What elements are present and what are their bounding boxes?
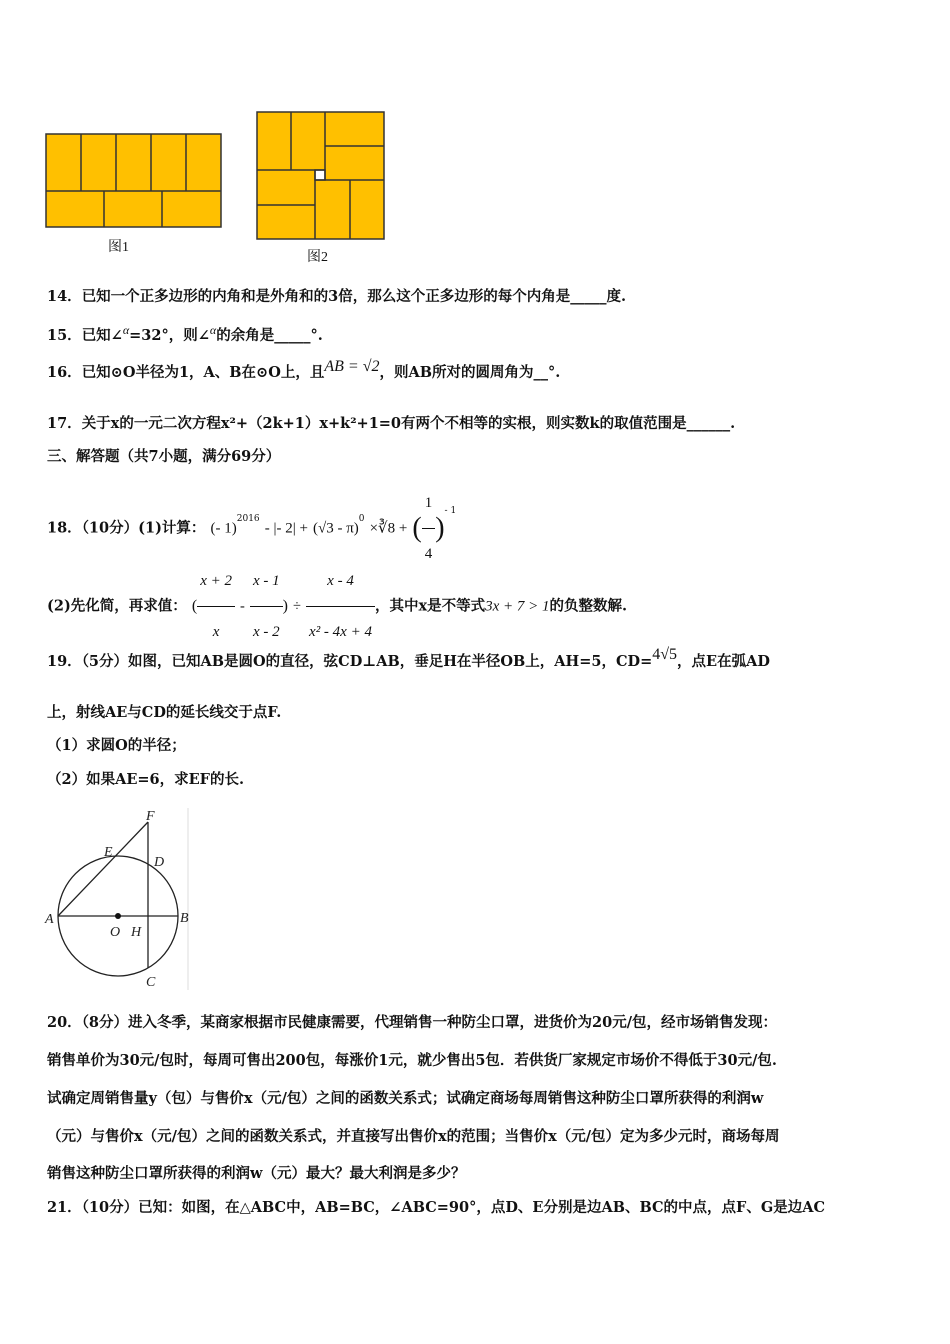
- question-20-line4: （元）与售价x（元/包）之间的函数关系式，并直接写出售价x的范围；当售价x（元/包）定为多少元时，商场每周: [47, 1128, 780, 1145]
- question-19-line2: 上，射线AE与CD的延长线交于点F.: [47, 704, 282, 721]
- fraction-quarter: $\frac{1}{4}$: [422, 478, 436, 579]
- fraction-1: $\frac{x + 2}{x}$: [197, 556, 235, 657]
- label-B: B: [180, 911, 189, 926]
- figure-2-caption: 图2: [307, 250, 328, 265]
- section-heading: 三、解答题（共7小题，满分69分）: [47, 448, 281, 465]
- label-O: O: [110, 925, 121, 940]
- question-21: 21．（10分）已知：如图，在△ABC中，AB=BC，∠ABC=90°，点D、E分别是边AB、BC的中点，点F、G是边AC: [47, 1199, 826, 1216]
- figure-1: [45, 133, 223, 229]
- label-D: D: [154, 855, 165, 870]
- label-H: H: [131, 925, 142, 940]
- question-19-line1: 19．（5分）如图，已知AB是圆O的直径，弦CD⊥AB，垂足H在半径OB上，AH=5，CD=4√5，点E在弧AD: [47, 646, 770, 670]
- question-19-sub2: （2）如果AE=6，求EF的长.: [47, 771, 245, 788]
- question-16: 16．已知⊙O半径为1，A、B在⊙O上，且AB = √2，则AB所对的圆周角为__°.: [47, 358, 561, 381]
- question-19-sub1: （1）求圆O的半径；: [47, 737, 186, 754]
- question-18-part1: 18．（10分）(1)计算： (- 1)$^{2016}$ - |- 2| + (√3 - π)$^0$ ×∛8 + ( $\frac{1}{4}$ )$^{- 1}$: [47, 478, 456, 528]
- label-A: A: [45, 912, 54, 927]
- label-C: C: [146, 975, 156, 990]
- question-20-line3: 试确定周销售量y（包）与售价x（元/包）之间的函数关系式；试确定商场每周销售这种防尘口罩所获得的利润w: [47, 1090, 764, 1107]
- question-18-part2: (2)先化简，再求值： ( $\frac{x + 2}{x}$ - $\frac{x - 1}{x - 2}$ ) ÷ $\frac{x - 4}{\text{x² - 4x + 4}}$ ，其中x是不等式3x + 7 > 1的负整数解.: [47, 556, 627, 606]
- question-15: 15．已知∠$^\alpha$=32°，则∠$^\alpha$的余角是_____°.: [47, 323, 323, 344]
- question-20-line2: 销售单价为30元/包时，每周可售出200包，每涨价1元，就少售出5包．若供货厂家规定市场价不得低于30元/包.: [47, 1052, 777, 1069]
- figure-1-caption: 图1: [108, 240, 129, 255]
- question-14: 14．已知一个正多边形的内角和是外角和的3倍，那么这个正多边形的每个内角是_____度.: [47, 288, 627, 305]
- question-20-line5: 销售这种防尘口罩所获得的利润w（元）最大？最大利润是多少？: [47, 1165, 466, 1182]
- question-17: 17．关于x的一元二次方程x²+（2k+1）x+k²+1=0有两个不相等的实根，则实数k的取值范围是______.: [47, 415, 736, 432]
- figure-2: [256, 111, 386, 241]
- label-E: E: [104, 845, 113, 860]
- circle-figure: [40, 808, 200, 990]
- label-F: F: [146, 809, 155, 824]
- question-20-line1: 20．（8分）进入冬季，某商家根据市民健康需要，代理销售一种防尘口罩，进货价为20元/包，经市场销售发现：: [47, 1014, 777, 1031]
- fraction-3: $\frac{x - 4}{\text{x² - 4x + 4}}$: [306, 556, 375, 657]
- fraction-2: $\frac{x - 1}{x - 2}$: [250, 556, 283, 657]
